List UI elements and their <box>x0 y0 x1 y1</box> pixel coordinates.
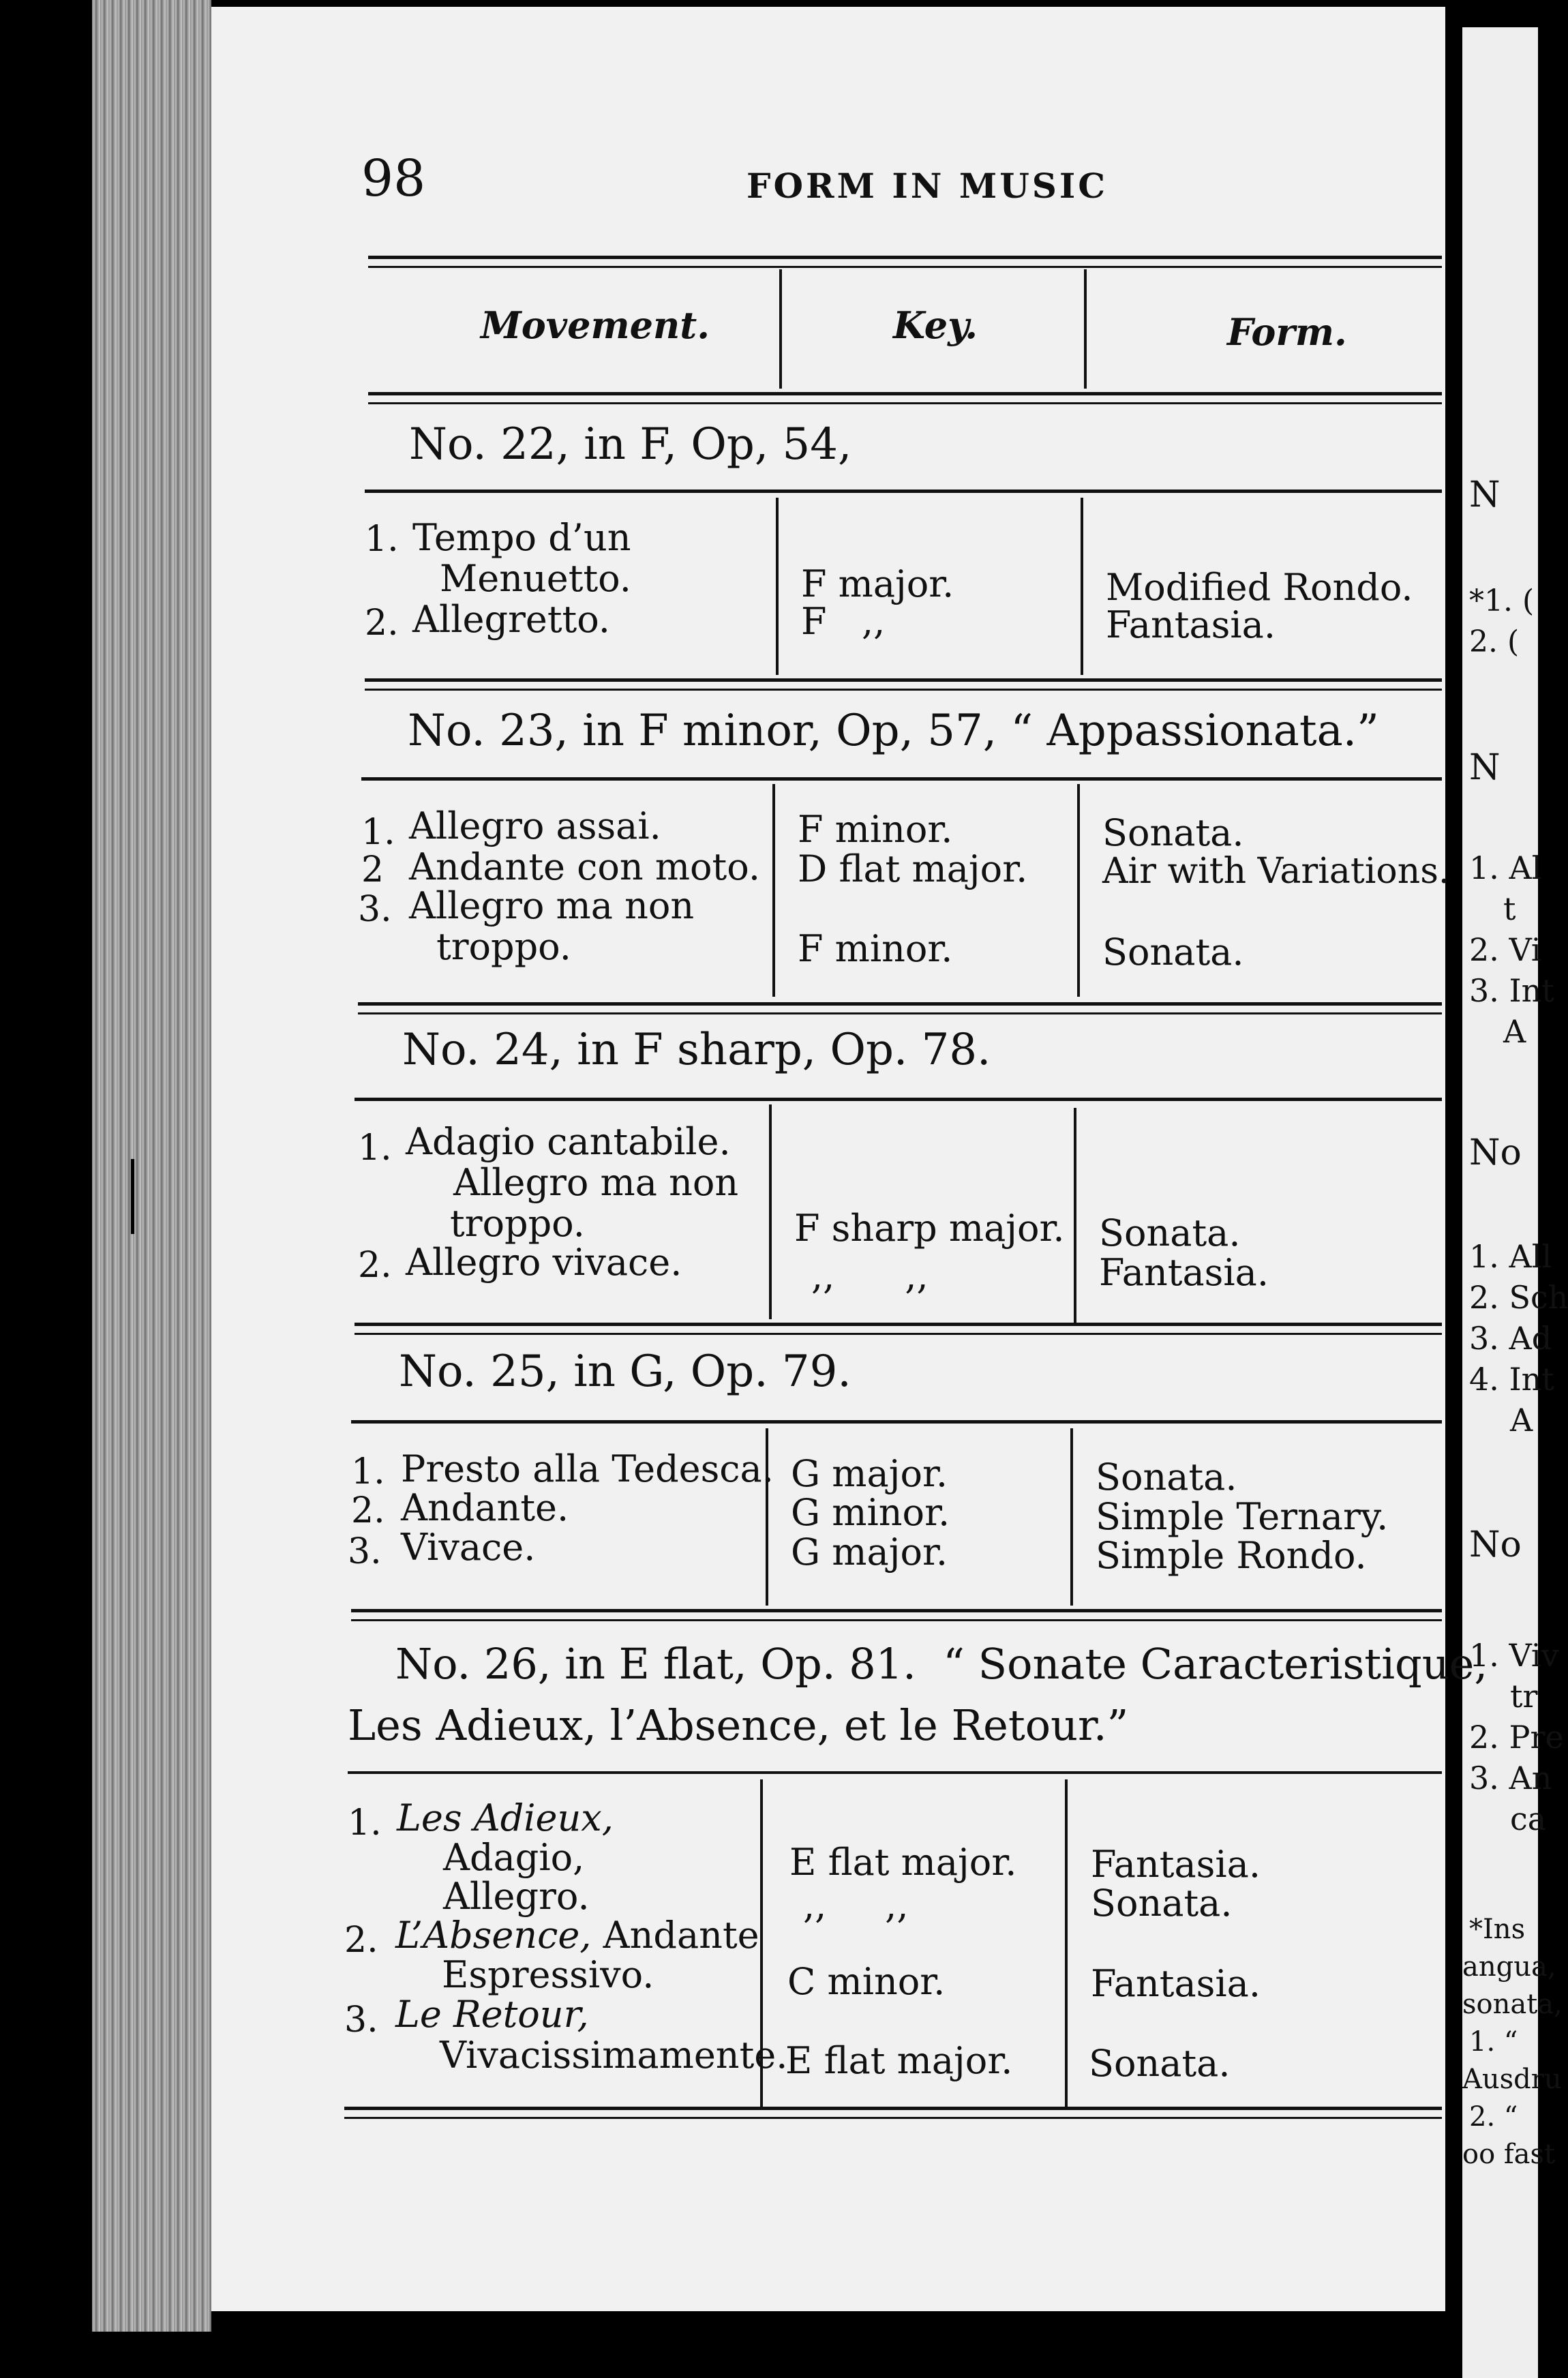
movement-number: 2. <box>351 1490 385 1531</box>
movement-name: Andante. <box>401 1486 569 1529</box>
column-rule <box>1074 1108 1076 1323</box>
form-cell: Fantasia. <box>1099 1251 1269 1294</box>
column-rule <box>1081 498 1083 675</box>
form-cell: Simple Rondo. <box>1096 1534 1367 1577</box>
rule <box>368 256 1442 259</box>
movement-number: 2. <box>358 1245 392 1286</box>
movement-name: Presto alla Tedesca. <box>401 1447 774 1490</box>
fragment-text: ca <box>1510 1801 1547 1837</box>
form-cell: Fantasia. <box>1106 603 1276 646</box>
key-cell: F minor. <box>798 808 953 851</box>
fragment-text: N <box>1469 747 1501 788</box>
scan-artifact <box>131 1159 134 1234</box>
column-rule <box>1084 269 1087 389</box>
form-cell: Modified Rondo. <box>1106 566 1413 609</box>
key-cell: F sharp major. <box>794 1207 1065 1250</box>
key-cell: G major. <box>791 1452 948 1495</box>
movement-name: Espressivo. <box>442 1953 654 1996</box>
form-cell: Sonata. <box>1091 1882 1233 1925</box>
fragment-text: angua, <box>1462 1951 1556 1983</box>
movement-number: 3. <box>358 889 392 930</box>
fragment-text: N <box>1469 475 1501 515</box>
movement-number: 3. <box>348 1531 382 1572</box>
rule <box>365 490 1442 493</box>
movement-name <box>395 1914 759 1957</box>
fragment-text: 2. Vi <box>1469 931 1541 968</box>
form-cell: Fantasia. <box>1091 1962 1261 2005</box>
movement-name: Allegro vivace. <box>406 1241 682 1284</box>
form-cell: Sonata. <box>1102 811 1244 854</box>
movement-name: Andante con moto. <box>409 845 760 888</box>
sonata-title: No. 26, in E flat, Op. 81. “ Sonate Caracteristique, <box>395 1639 1488 1689</box>
key-cell: E flat major. <box>789 1841 1017 1884</box>
movement-number: 3. <box>344 2000 378 2041</box>
rule <box>351 1619 1442 1621</box>
fragment-text: 1. Al <box>1469 849 1542 886</box>
column-rule <box>772 784 775 997</box>
column-rule <box>769 1104 772 1319</box>
movement-name: Adagio cantabile. <box>406 1120 731 1163</box>
key-cell: ,, ,, <box>811 1254 929 1297</box>
running-title: FORM IN MUSIC <box>747 166 1109 206</box>
movement-name: Vivace. <box>401 1526 536 1569</box>
movement-name: Allegro. <box>443 1875 590 1918</box>
form-cell: Sonata. <box>1089 2042 1231 2085</box>
movement-number: 2 <box>361 849 385 890</box>
movement-number: 1. <box>348 1803 382 1843</box>
movement-name: Allegro ma non <box>453 1161 739 1204</box>
column-rule <box>779 269 782 389</box>
fragment-text: A <box>1503 1013 1526 1050</box>
rule <box>358 1002 1442 1006</box>
rule <box>368 266 1442 268</box>
fragment-text: 3. An <box>1469 1760 1552 1796</box>
form-cell: Sonata. <box>1096 1456 1237 1499</box>
fragment-text: No <box>1469 1132 1522 1173</box>
fragment-text: 2. ( <box>1469 624 1520 659</box>
movement-name: troppo. <box>436 925 571 968</box>
key-cell: F minor. <box>798 927 953 970</box>
movement-italic: L’Absence, <box>395 1914 592 1957</box>
key-cell: ,, ,, <box>803 1884 909 1927</box>
key-cell: F major. <box>801 562 954 605</box>
form-cell: Simple Ternary. <box>1096 1495 1389 1538</box>
movement-name: Menuetto. <box>440 557 631 600</box>
form-cell: Fantasia. <box>1091 1843 1261 1886</box>
movement-name: Allegro ma non <box>409 884 695 927</box>
form-cell: Sonata. <box>1102 931 1244 974</box>
key-cell: G major. <box>791 1531 948 1574</box>
movement-rest: Andante <box>591 1914 759 1957</box>
key-cell: F ,, <box>801 600 886 643</box>
fragment-text: Ausdru <box>1462 2064 1562 2095</box>
fragment-text: 2. Pre <box>1469 1719 1564 1756</box>
form-cell: Sonata. <box>1099 1211 1241 1254</box>
rule <box>355 1098 1442 1101</box>
rule <box>351 1420 1442 1424</box>
rule <box>355 1333 1442 1335</box>
sonata-title: No. 25, in G, Op. 79. <box>399 1346 851 1397</box>
movement-name: Le Retour, <box>395 1993 589 2036</box>
fragment-text: 1. All <box>1469 1238 1552 1275</box>
rule <box>355 1323 1442 1326</box>
movement-name: Les Adieux, <box>397 1796 614 1839</box>
movement-name: Allegretto. <box>412 598 610 641</box>
fragment-text: 3. Ad <box>1469 1320 1552 1357</box>
rule <box>358 1012 1442 1014</box>
sonata-title: No. 22, in F, Op, 54, <box>409 419 852 470</box>
fragment-text: oo fast <box>1462 2139 1556 2170</box>
rule <box>344 2107 1442 2110</box>
movement-name: Allegro assai. <box>409 804 661 847</box>
movement-number: 1. <box>351 1451 385 1492</box>
fragment-text: t <box>1503 890 1516 927</box>
sonata-title: No. 23, in F minor, Op, 57, “ Appassionata.” <box>408 706 1379 756</box>
movement-name: Vivacissimamente. <box>440 2034 788 2077</box>
movement-number: 1. <box>361 812 395 853</box>
column-rule <box>1065 1779 1068 2107</box>
fragment-text: A <box>1510 1402 1533 1439</box>
fragment-text: 2. “ <box>1469 2101 1518 2133</box>
fragment-text: 4. Int <box>1469 1361 1554 1398</box>
fragment-text: 1. “ <box>1469 2026 1518 2058</box>
rule <box>368 392 1442 395</box>
column-header-key: Key. <box>893 303 978 347</box>
fragment-text: *1. ( <box>1469 584 1535 618</box>
key-cell: G minor. <box>791 1491 950 1534</box>
key-cell: C minor. <box>787 1960 946 2003</box>
rule <box>361 777 1442 781</box>
book-page-edges <box>92 0 211 2332</box>
movement-number: 1. <box>358 1128 392 1169</box>
column-rule <box>1077 784 1080 997</box>
rule <box>365 678 1442 682</box>
movement-name: Adagio, <box>443 1836 585 1879</box>
fragment-text: 2. Sch <box>1469 1279 1568 1316</box>
fragment-text: 3. Int <box>1469 972 1554 1009</box>
rule <box>368 402 1442 404</box>
rule <box>365 689 1442 691</box>
fragment-text: sonata, <box>1462 1989 1563 2020</box>
column-header-movement: Movement. <box>481 303 710 347</box>
movement-number: 2. <box>365 603 399 644</box>
sonata-subtitle: Les Adieux, l’Absence, et le Retour.” <box>348 1700 1129 1750</box>
movement-name: troppo. <box>450 1202 585 1245</box>
movement-number: 2. <box>344 1920 378 1961</box>
movement-name: Tempo d’un <box>412 516 631 559</box>
key-cell: E flat major. <box>785 2039 1013 2082</box>
column-header-form: Form. <box>1227 310 1347 354</box>
fragment-text: 1. Viv <box>1469 1637 1559 1674</box>
column-rule <box>1070 1428 1073 1606</box>
fragment-text: tr <box>1510 1678 1538 1715</box>
rule <box>351 1609 1442 1612</box>
movement-number: 1. <box>365 519 399 560</box>
column-rule <box>776 498 779 675</box>
fragment-text: *Ins <box>1469 1914 1526 1945</box>
rule <box>344 2117 1442 2119</box>
facing-page-fragment <box>1462 27 1568 2378</box>
rule <box>348 1771 1442 1774</box>
key-cell: D flat major. <box>798 847 1028 890</box>
sonata-title: No. 24, in F sharp, Op. 78. <box>402 1025 991 1075</box>
form-cell: Air with Variations. <box>1102 851 1450 892</box>
fragment-text: No <box>1469 1524 1522 1565</box>
page-number: 98 <box>361 149 426 208</box>
